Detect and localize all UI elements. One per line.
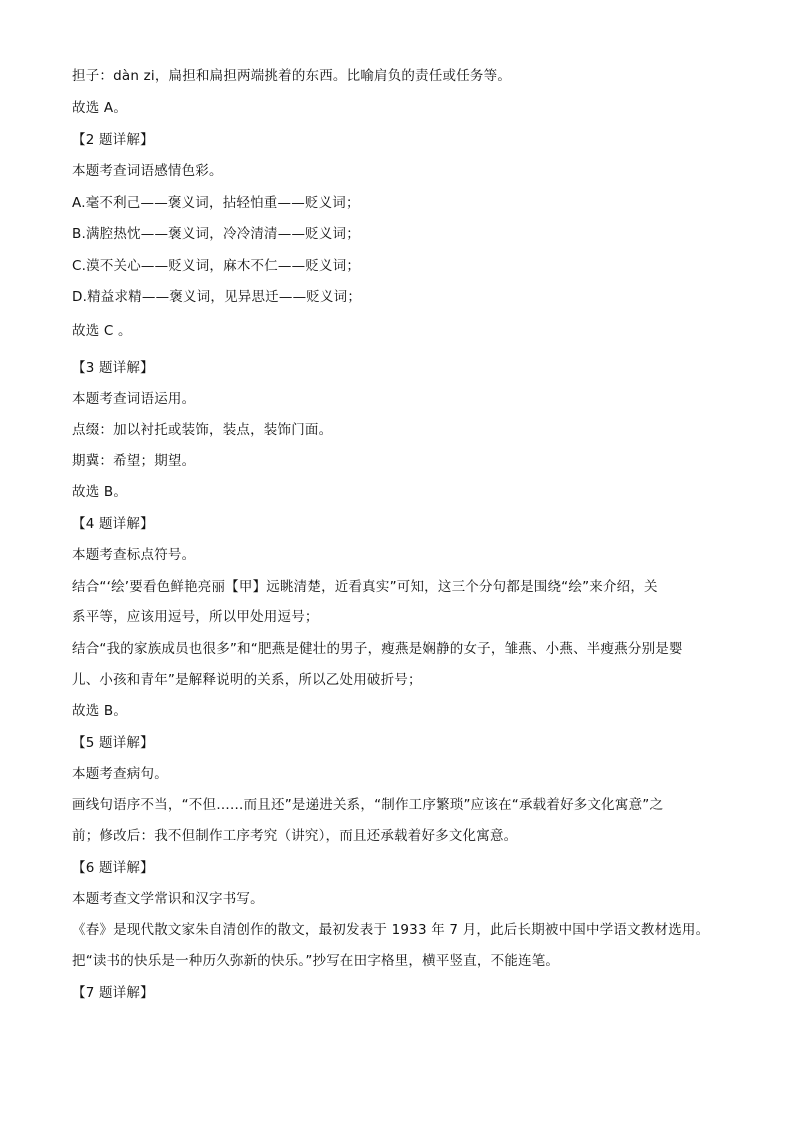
- answer-q3: 故选 B。: [72, 484, 128, 500]
- answer-q2: 故选 C 。: [72, 323, 132, 339]
- topic-q2: 本题考查词语感情色彩。: [72, 163, 223, 179]
- answer-q1: 故选 A。: [72, 100, 128, 116]
- section-heading-q3: 【3 题详解】: [72, 360, 154, 376]
- topic-q5: 本题考查病句。: [72, 766, 168, 782]
- definition-danzi: 担子：dàn zi，扁担和扁担两端挑着的东西。比喻肩负的责任或任务等。: [72, 68, 512, 84]
- topic-q3: 本题考查词语运用。: [72, 391, 196, 407]
- option-a-q2: A.毫不利己——褒义词，拈轻怕重——贬义词；: [72, 195, 360, 211]
- option-c-q2: C.漠不关心——贬义词，麻木不仁——贬义词；: [72, 258, 361, 274]
- option-d-q2: D.精益求精——褒义词，见异思迁——贬义词；: [72, 289, 362, 305]
- topic-q6: 本题考查文学常识和汉字书写。: [72, 891, 264, 907]
- explanation-q6-copy: 把“读书的快乐是一种历久弥新的快乐。”抄写在田字格里，横平竖直，不能连笔。: [72, 953, 560, 969]
- topic-q4: 本题考查标点符号。: [72, 547, 196, 563]
- section-heading-q2: 【2 题详解】: [72, 132, 154, 148]
- definition-dianzhui: 点缀：加以衬托或装饰，装点，装饰门面。: [72, 422, 333, 438]
- section-heading-q6: 【6 题详解】: [72, 860, 154, 876]
- answer-q4: 故选 B。: [72, 703, 128, 719]
- explanation-q6-spring: 《春》是现代散文家朱自清创作的散文，最初发表于 1933 年 7 月，此后长期被中国中学语文教材选用。: [72, 922, 710, 938]
- section-heading-q5: 【5 题详解】: [72, 735, 154, 751]
- section-heading-q7: 【7 题详解】: [72, 985, 154, 1001]
- explanation-q5: 画线句语序不当，“不但……而且还”是递进关系，“制作工序繁琐”应该在“承载着好多文化寓意”之: [72, 797, 664, 813]
- explanation-q4-part1-cont: 系平等，应该用逗号，所以甲处用逗号；: [72, 609, 319, 625]
- explanation-q4-part1: 结合“‘绘’要看色鲜艳亮丽【甲】远眺清楚，近看真实”可知，这三个分句都是围绕“绘”来介绍，关: [72, 579, 658, 595]
- definition-qiji: 期冀：希望；期望。: [72, 453, 196, 469]
- explanation-q4-part2-cont: 儿、小孩和青年”是解释说明的关系，所以乙处用破折号；: [72, 672, 422, 688]
- option-b-q2: B.满腔热忱——褒义词，冷冷清清——贬义词；: [72, 226, 360, 242]
- explanation-q5-cont: 前；修改后：我不但制作工序考究（讲究），而且还承载着好多文化寓意。: [72, 828, 518, 844]
- explanation-q4-part2: 结合“我的家族成员也很多”和“肥燕是健壮的男子，瘦燕是娴静的女子，雏燕、小燕、半瘦燕分别是婴: [72, 641, 683, 657]
- section-heading-q4: 【4 题详解】: [72, 516, 154, 532]
